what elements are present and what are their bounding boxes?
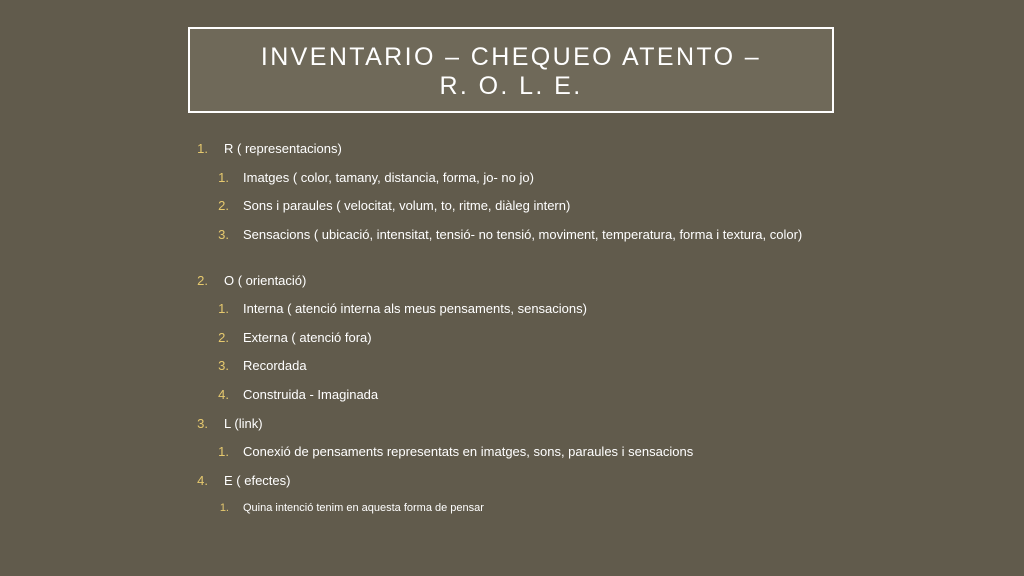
sub-item <box>218 300 587 317</box>
list-item-label: R ( representacions) <box>224 141 342 156</box>
list-item-r <box>197 140 342 157</box>
sub-item <box>218 386 379 403</box>
title-line-1: INVENTARIO – CHEQUEO ATENTO – <box>260 42 762 71</box>
list-number: 2. <box>197 273 208 288</box>
list-number: 1. <box>218 444 229 459</box>
list-number: 1. <box>197 141 208 156</box>
list-item-label: L (link) <box>224 416 263 431</box>
list-number: 1. <box>218 170 229 185</box>
sub-item <box>218 226 803 243</box>
list-number: 2. <box>218 330 229 345</box>
list-number: 1. <box>219 502 229 514</box>
list-number: 4. <box>218 387 229 402</box>
sub-item <box>218 197 571 214</box>
list-number: 3. <box>218 358 229 373</box>
sub-item-label: Sensacions ( ubicació, intensitat, tensió- no tensió, moviment, temperatura, forma i textura, color) <box>243 227 803 242</box>
sub-item <box>218 357 307 374</box>
list-number: 2. <box>218 198 229 213</box>
list-number: 4. <box>197 473 208 488</box>
list-item-label: E ( efectes) <box>224 473 291 488</box>
sub-item-label: Sons i paraules ( velocitat, volum, to, ritme, diàleg intern) <box>243 198 571 213</box>
list-number: 1. <box>218 301 229 316</box>
sub-item-label: Quina intenció tenim en aquesta forma de pensar <box>243 502 484 514</box>
list-item-o <box>197 272 307 289</box>
sub-item <box>219 500 484 517</box>
sub-item-label: Externa ( atenció fora) <box>243 330 372 345</box>
sub-item-label: Recordada <box>243 358 307 373</box>
sub-item-label: Interna ( atenció interna als meus pensaments, sensacions) <box>243 301 587 316</box>
sub-item-label: Conexió de pensaments representats en imatges, sons, paraules i sensacions <box>243 444 694 459</box>
sub-item <box>218 169 534 186</box>
sub-item-label: Construida - Imaginada <box>243 387 379 402</box>
sub-item <box>218 443 694 460</box>
sub-item-label: Imatges ( color, tamany, distancia, forma, jo- no jo) <box>243 170 534 185</box>
title-line-2: R. O. L. E. <box>439 71 583 100</box>
list-item-l <box>197 415 263 432</box>
list-item-e <box>197 472 291 489</box>
sub-item <box>218 329 372 346</box>
list-number: 3. <box>218 227 229 242</box>
list-item-label: O ( orientació) <box>224 273 307 288</box>
list-number: 3. <box>197 416 208 431</box>
